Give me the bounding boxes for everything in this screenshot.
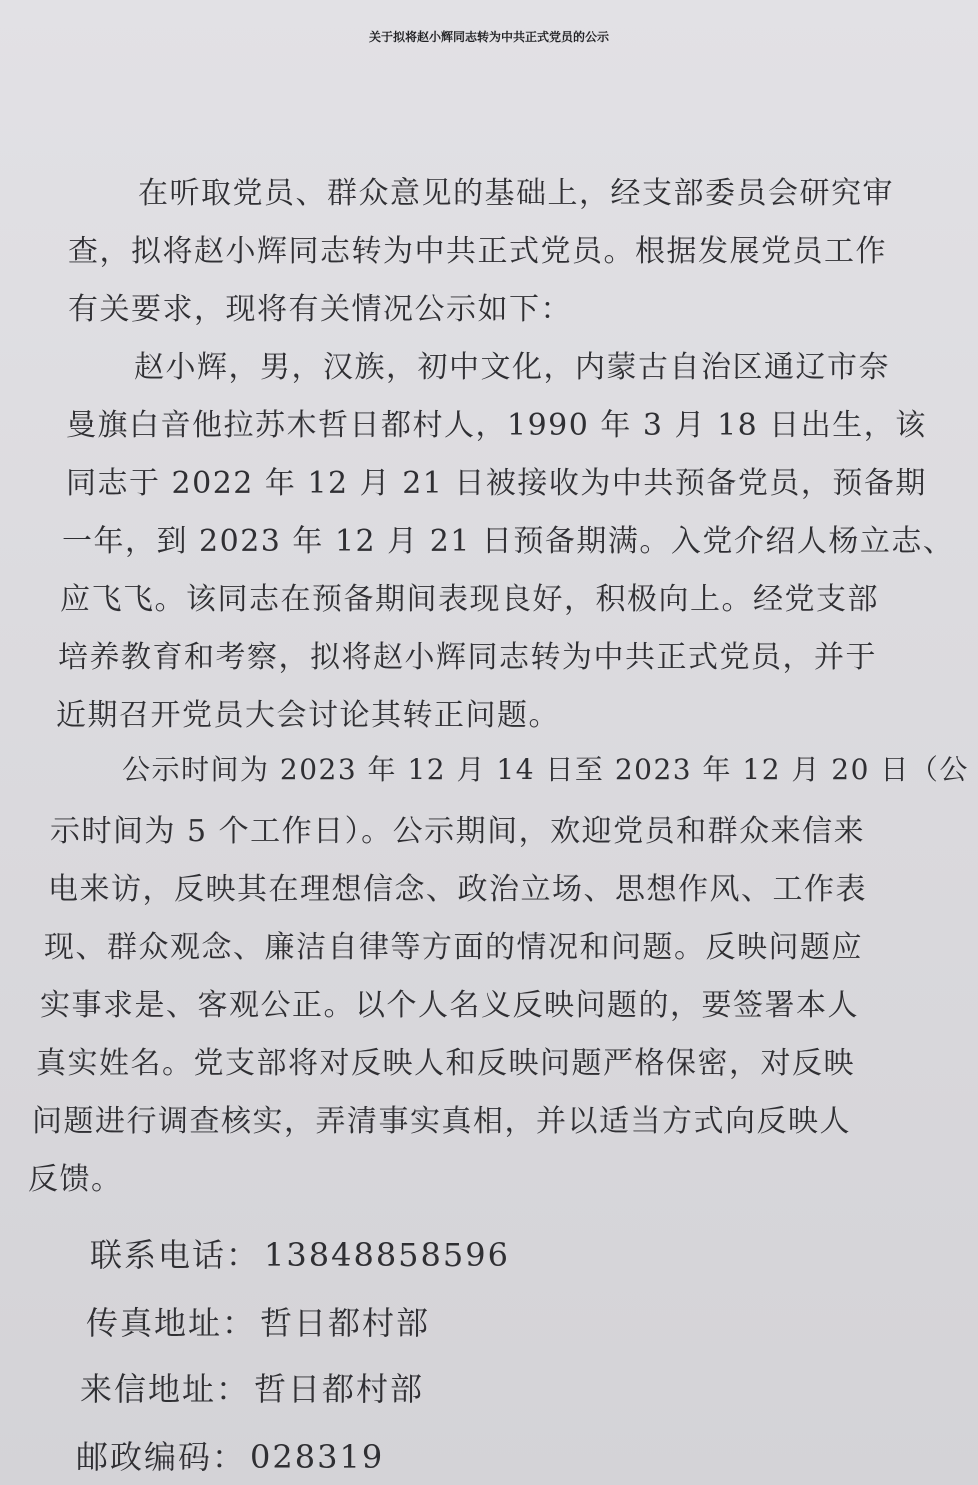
- body-line: 现、群众观念、廉洁自律等方面的情况和问题。反映问题应: [44, 930, 863, 965]
- body-line: 真实姓名。党支部将对反映人和反映问题严格保密，对反映: [36, 1046, 855, 1081]
- contact-fax: [86, 1298, 430, 1344]
- contact-mail: [80, 1364, 424, 1410]
- body-line: 应飞飞。该同志在预备期间表现良好，积极向上。经党支部: [60, 582, 879, 617]
- body-line: 实事求是、客观公正。以个人名义反映问题的，要签署本人: [40, 988, 859, 1023]
- body-line: 反馈。: [28, 1162, 123, 1197]
- contact-mail-value: 哲日都村部: [254, 1370, 425, 1408]
- body-line: 问题进行调查核实，弄清事实真相，并以适当方式向反映人: [32, 1104, 851, 1139]
- body-line: 查，拟将赵小辉同志转为中共正式党员。根据发展党员工作: [68, 234, 887, 269]
- contact-fax-label: 传真地址：: [86, 1304, 257, 1342]
- body-line: 一年，到 2023 年 12 月 21 日预备期满。入党介绍人杨立志、: [62, 524, 955, 559]
- body-line: 公示时间为 2023 年 12 月 14 日至 2023 年 12 月 20 日（公: [122, 753, 969, 786]
- contact-postcode-label: 邮政编码：: [76, 1438, 247, 1476]
- body-line: 示时间为 5 个工作日）。公示期间，欢迎党员和群众来信来: [50, 814, 866, 849]
- contact-phone-value: 13848858596: [264, 1236, 510, 1274]
- contact-phone: [90, 1230, 510, 1276]
- body-line: 同志于 2022 年 12 月 21 日被接收为中共预备党员，预备期: [66, 466, 927, 501]
- body-line: 近期召开党员大会讨论其转正问题。: [56, 698, 560, 733]
- notice-title: 关于拟将赵小辉同志转为中共正式党员的公示: [368, 30, 609, 44]
- body-line: 曼旗白音他拉苏木哲日都村人，1990 年 3 月 18 日出生，该: [66, 408, 927, 443]
- contact-fax-value: 哲日都村部: [260, 1304, 431, 1342]
- contact-postcode: [76, 1432, 384, 1478]
- contact-postcode-value: 028319: [250, 1438, 385, 1476]
- body-line: 有关要求，现将有关情况公示如下：: [68, 292, 572, 327]
- contact-mail-label: 来信地址：: [80, 1370, 251, 1408]
- body-line: 电来访，反映其在理想信念、政治立场、思想作风、工作表: [48, 872, 867, 907]
- body-line: 培养教育和考察，拟将赵小辉同志转为中共正式党员，并于: [58, 640, 877, 675]
- body-line: 在听取党员、群众意见的基础上，经支部委员会研究审: [138, 176, 894, 211]
- contact-phone-label: 联系电话：: [90, 1236, 261, 1274]
- body-line: 赵小辉，男，汉族，初中文化，内蒙古自治区通辽市奈: [134, 350, 890, 385]
